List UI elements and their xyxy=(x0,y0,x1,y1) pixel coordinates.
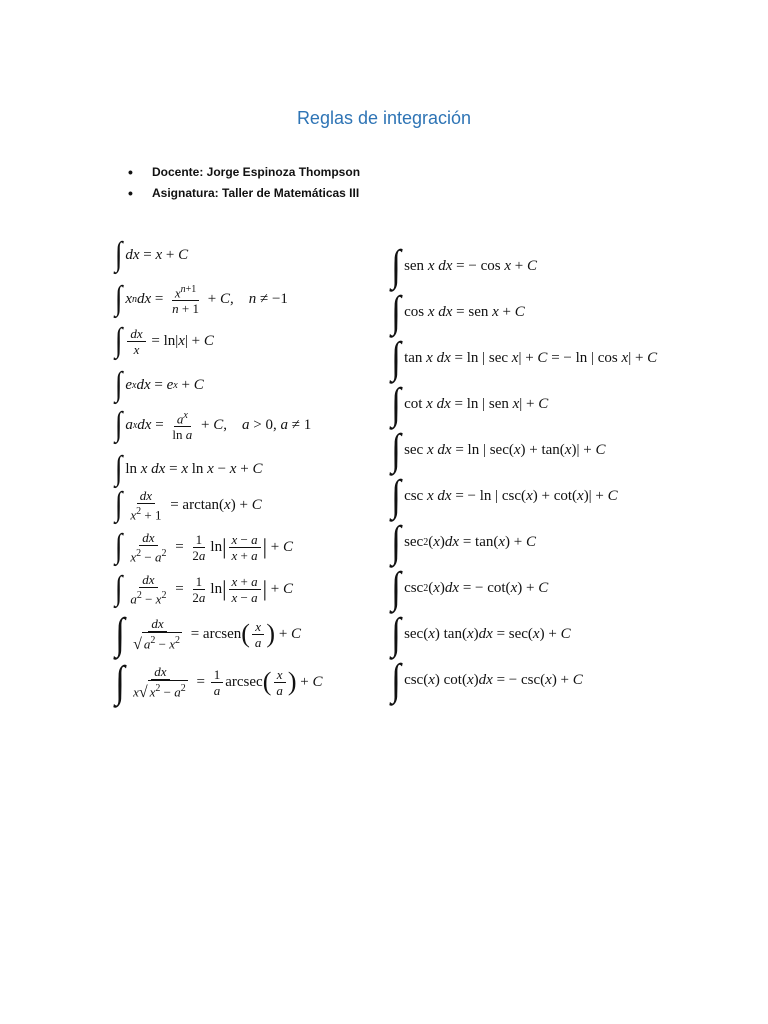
formula-left-1: ∫ dx = x + C xyxy=(114,236,189,273)
formula-left-10: ∫ dx √ $a^2 - x^2$ = arcsen ( $\frac{x}{a}$ ) + C xyxy=(115,609,302,658)
formula-left-7: ∫ $\frac{dx}{x^2 + 1}$ = arctan( x ) + C xyxy=(114,486,262,524)
formula-left-11: ∫ dx x √ $x^2 - a^2$ = $\frac{1}{a}$ arcsec ( $\frac{x}{a}$ ) + C xyxy=(115,657,323,706)
formula-right-6: ∫ csc x dx = − ln | csc( x ) + cot( x )| + C xyxy=(391,471,618,520)
formula-right-2: ∫ cos x dx = sen x + C xyxy=(391,287,525,336)
formula-right-10: ∫ csc( x ) cot( x ) dx = − csc( x ) + C xyxy=(391,655,583,704)
formula-right-7: ∫ sec 2 ( x ) dx = tan( x ) + C xyxy=(391,517,536,566)
formula-right-1: ∫ sen x dx = − cos x + C xyxy=(391,241,537,290)
formula-right-5: ∫ sec x dx = ln | sec( x ) + tan( x )| + C xyxy=(391,425,606,474)
document-meta-list xyxy=(128,162,360,204)
formula-right-3: ∫ tan x dx = ln | sec x | + C = − ln | cos x | + C xyxy=(391,333,658,382)
formula-left-2: ∫ x n dx = $\frac{x^{n+1}}{n + 1}$ + C , n ≠ −1 xyxy=(114,280,288,318)
formula-right-9: ∫ sec( x ) tan( x ) dx = sec( x ) + C xyxy=(391,609,571,658)
formula-right-8: ∫ csc 2 ( x ) dx = − cot( x ) + C xyxy=(391,563,549,612)
formula-right-4: ∫ cot x dx = ln | sen x | + C xyxy=(391,379,549,428)
formula-left-4: ∫ e x dx = e x + C xyxy=(114,366,204,403)
formula-left-3: ∫ $\frac{dx}{x}$ = ln| x | + C xyxy=(114,322,214,359)
course-info: • Asignatura: Taller de Matemáticas III xyxy=(128,183,360,204)
formula-left-8: ∫ $\frac{dx}{x^2 - a^2}$ = $\frac{1}{2a}$ ln | $\frac{x - a}{x + a}$ | + C xyxy=(114,528,294,566)
formula-left-5: ∫ a x dx = $\frac{a^x}{\text{ln a}}$ + C , a > 0, a ≠ 1 xyxy=(114,406,312,444)
page-title: Reglas de integración xyxy=(296,108,472,128)
teacher-info: • Docente: Jorge Espinoza Thompson xyxy=(128,162,360,183)
formula-left-6: ∫ ln x dx = x ln x − x + C xyxy=(114,450,263,487)
formula-left-9: ∫ $\frac{dx}{a^2 - x^2}$ = $\frac{1}{2a}$ ln | $\frac{x + a}{x - a}$ | + C xyxy=(114,570,294,608)
